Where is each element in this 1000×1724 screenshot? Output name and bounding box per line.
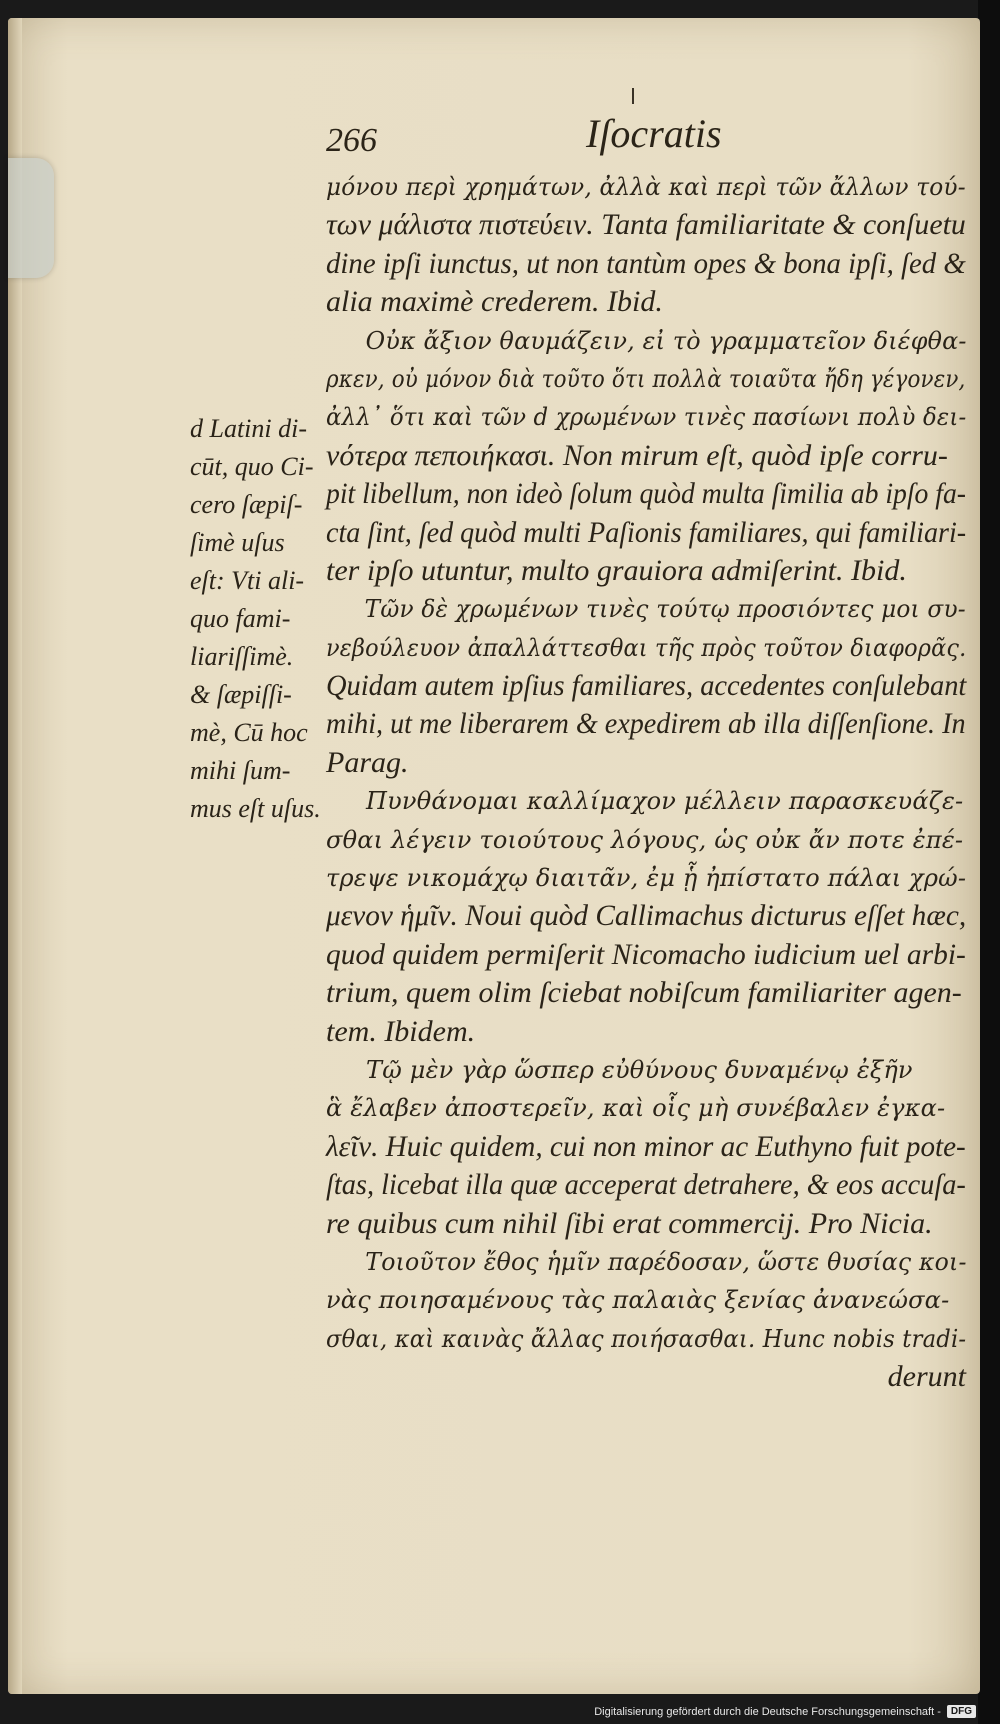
text-line: pit libellum, non ideò ſolum quòd multa ſimilia ab ipſo fa- [326,477,967,511]
margin-note-line: cūt, quo Ci- [190,452,314,481]
text-line: νεβούλευον ἀπαλλάττεσθαι τῆς πρὸς τοῦτον διαφορᾶς. [326,633,967,662]
margin-note-line: cero ſæpiſ- [190,490,303,519]
text-line: σθαι λέγειν τοιούτους λόγους, ὡς οὐκ ἄν ποτε ἐπέ- [326,825,964,854]
page-title: Iſocratis [586,111,722,156]
scan-background-edge [978,0,1000,1724]
running-head [8,110,980,160]
margin-note-line: mihi ſum- [190,756,291,785]
text-line: λεῖν. Huic quidem, cui non minor ac Euthyno fuit pote- [326,1129,966,1163]
marginal-note [190,410,322,828]
page-number: 266 [326,122,377,159]
margin-note-line: quo fami- [190,604,291,633]
text-line: ρκεν, οὐ μόνον διὰ τοῦτο ὅτι πολλὰ τοιαῦτα ἤδη γέγονεν, [326,364,966,393]
text-line: cta ſint, ſed quòd multi Paſionis familiares, qui familiari- [326,515,967,549]
footer-credit [594,1705,976,1718]
text-line: Τοιοῦτον ἔθος ἡμῖν παρέδοσαν, ὥστε θυσίας κοι- [365,1247,967,1276]
text-line: ſtas, licebat illa quæ acceperat detrahere, & eos accuſa- [326,1168,966,1202]
text-line: σθαι, καὶ καινὰς ἄλλας ποιήσασθαι. Hunc nobis tradi- [326,1324,967,1353]
text-line: των μάλιστα πιστεύειν. Tanta familiaritate & conſuetu [326,208,966,242]
text-line: ἀλλ᾽ ὅτι καὶ τῶν d χρωμένων τινὲς πασίωνι πολὺ δει- [326,403,967,432]
margin-note-line: ſimè uſus [190,528,285,557]
dfg-logo: DFG [947,1705,976,1718]
main-text-block [326,168,966,1397]
text-line: ter ipſo utuntur, multo grauiora admiſerint. Ibid. [326,553,907,587]
text-line: tem. Ibidem. [326,1014,476,1048]
text-line: dine ipſi iunctus, ut non tantùm opes & bona ipſi, ſed & [326,246,966,280]
margin-note-line: d Latini di- [190,414,308,443]
text-line: mihi, ut me liberarem & expedirem ab illa diſſenſione. In [326,707,966,741]
text-line: Τῶν δὲ χρωμένων τινὲς τούτῳ προσιόντες μοι συ- [364,595,966,624]
text-line: trium, quem olim ſciebat nobiſcum familiariter agen- [326,976,962,1010]
footer-text: Digitalisierung gefördert durch die Deutsche Forschungsgemeinschaft - [594,1705,941,1718]
margin-note-line: liariſſimè. [190,642,294,671]
book-page [8,18,980,1694]
text-line: alia maximè crederem. Ibid. [326,285,663,319]
margin-note-line: eſt: Vti ali- [190,566,305,595]
margin-note-line: & ſæpiſſi- [190,680,292,709]
text-line: νὰς ποιησαμένους τὰς παλαιὰς ξενίας ἀνανεώσα- [326,1286,950,1315]
text-line: Πυνθάνομαι καλλίμαχον μέλλειν παρασκευάζε- [366,787,964,816]
margin-note-line: mè, Cū hoc [190,718,308,747]
text-line: Τῷ μὲν γὰρ ὥσπερ εὐθύνους δυναμένῳ ἐξῆν [366,1055,913,1084]
signature-mark [632,88,634,104]
text-line: Quidam autem ipſius familiares, accedentes conſulebant [326,669,967,703]
text-line: ἃ ἔλαβεν ἀποστερεῖν, καὶ οἷς μὴ συνέβαλεν ἐγκα- [326,1094,946,1123]
text-line: τρεψε νικομάχῳ διαιτᾶν, ἐμ ᾗ ἠπίστατο πάλαι χρώ- [326,864,967,893]
text-line: μενον ἡμῖν. Noui quòd Callimachus dicturus eſſet hæc, [326,899,967,933]
page-tab-marker [8,158,54,278]
text-line: quod quidem permiſerit Nicomacho iudicium uel arbi- [326,937,966,971]
text-line: derunt [887,1360,966,1394]
text-line: Οὐκ ἄξιον θαυμάζειν, εἰ τὸ γραμματεῖον διέφθα- [365,326,967,355]
text-line: μόνου περὶ χρημάτων, ἀλλὰ καὶ περὶ τῶν ἄλλων τού- [326,173,966,201]
text-line: re quibus cum nihil ſibi erat commercij. Pro Nicia. [326,1206,933,1240]
margin-note-line: mus eſt uſus. [190,794,321,823]
text-line: Parag. [326,745,409,779]
text-line: νότερα πεποιήκασι. Non mirum eſt, quòd ipſe corru- [326,438,948,472]
